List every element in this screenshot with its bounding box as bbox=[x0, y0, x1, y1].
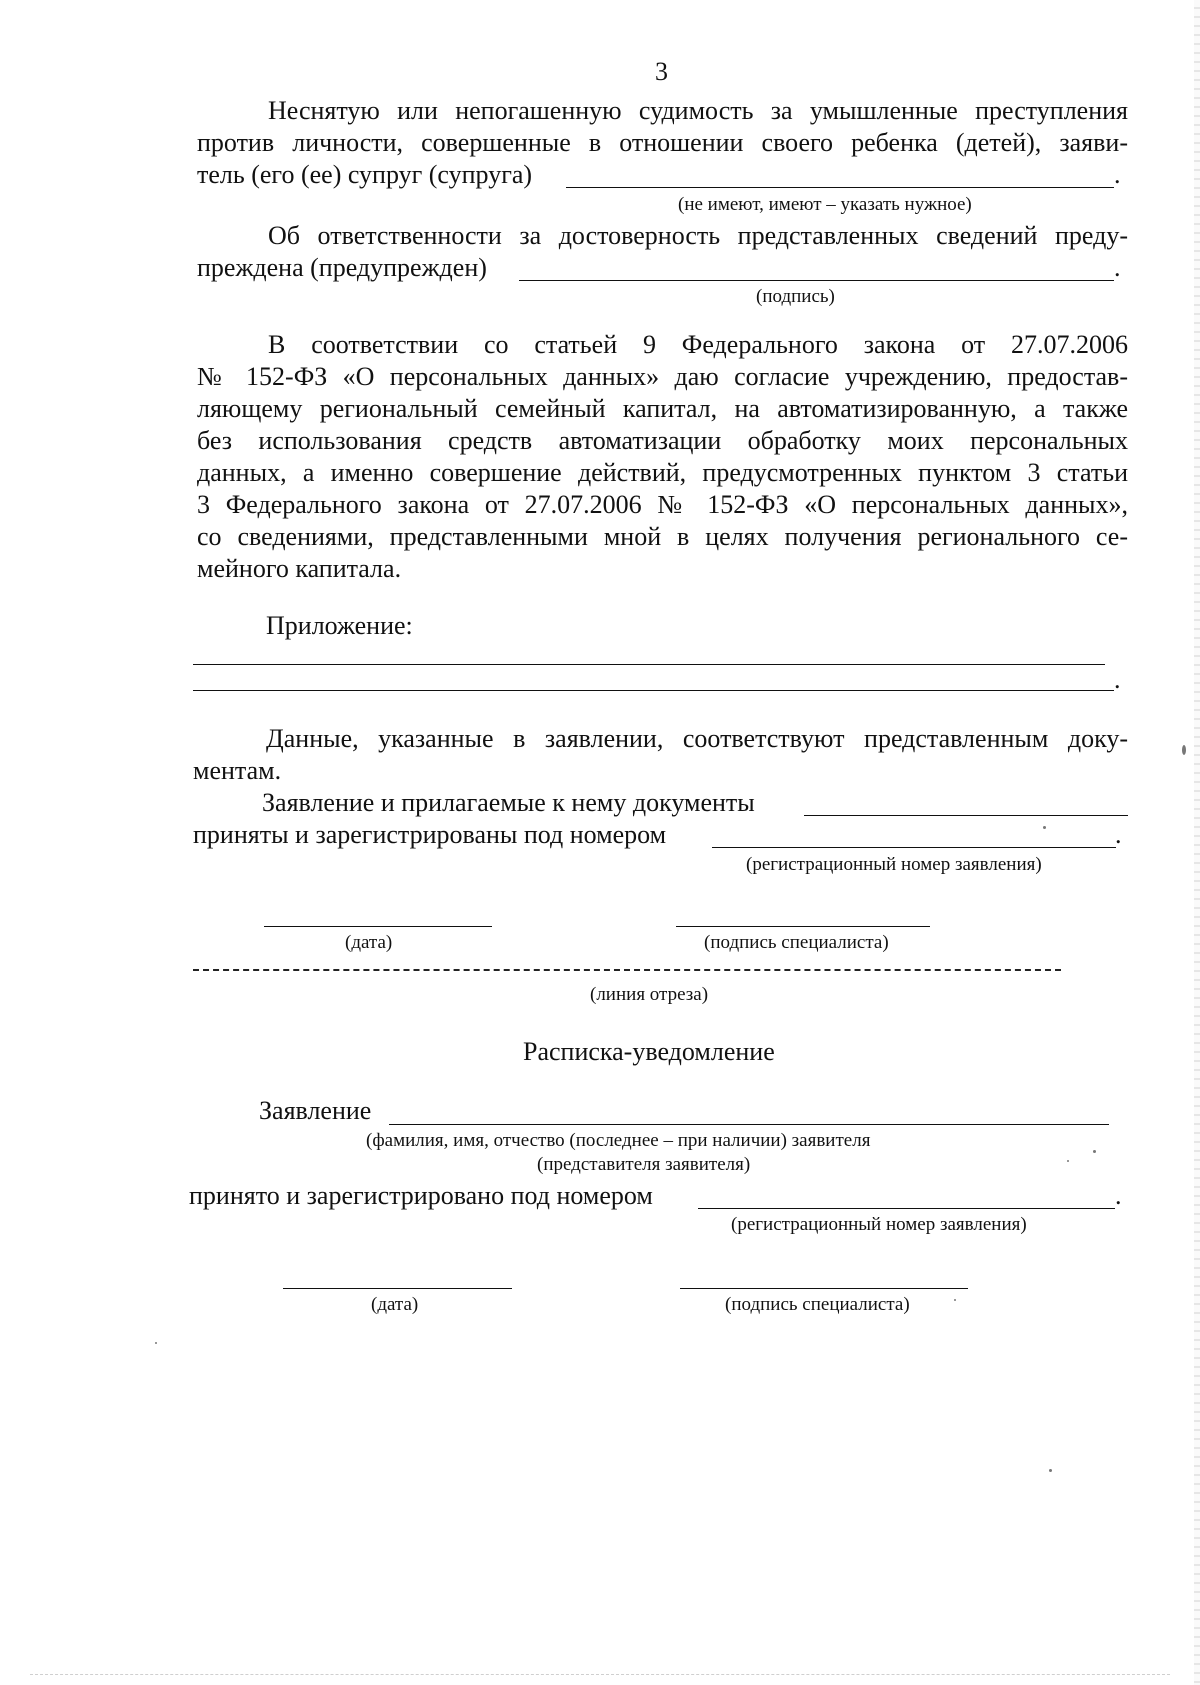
verification-line-4: приняты и зарегистрированы под номером bbox=[193, 820, 667, 849]
applicant-name-caption-2: (представителя заявителя) bbox=[537, 1154, 751, 1175]
cut-line-caption: (линия отреза) bbox=[590, 984, 709, 1005]
scan-bottom-edge bbox=[30, 1674, 1170, 1675]
receipt-specialist-signature-caption: (подпись специалиста) bbox=[725, 1294, 910, 1315]
scan-speck bbox=[155, 1342, 157, 1344]
scan-speck bbox=[1067, 1160, 1069, 1162]
criminal-record-period: . bbox=[1114, 160, 1121, 189]
documents-fill-line[interactable] bbox=[804, 815, 1128, 816]
receipt-date-caption: (дата) bbox=[371, 1294, 419, 1315]
responsibility-line-1: Об ответственности за достоверность представленных сведений преду- bbox=[268, 221, 1128, 250]
consent-line-3: ляющему региональный семейный капитал, на автоматизированную, а также bbox=[197, 394, 1128, 423]
scan-speck bbox=[1043, 826, 1046, 829]
specialist-signature-caption: (подпись специалиста) bbox=[704, 932, 889, 953]
attachment-fill-line-2[interactable] bbox=[193, 690, 1114, 691]
page-number: 3 bbox=[655, 57, 668, 86]
consent-line-8: мейного капитала. bbox=[197, 554, 402, 583]
date-line[interactable] bbox=[264, 926, 492, 927]
scan-speck bbox=[954, 1299, 956, 1301]
receipt-registration-number-caption: (регистрационный номер заявления) bbox=[731, 1214, 1027, 1235]
criminal-record-fill-line[interactable] bbox=[566, 187, 1114, 188]
responsibility-period: . bbox=[1114, 253, 1121, 282]
specialist-signature-line[interactable] bbox=[676, 926, 930, 927]
verification-line-1: Данные, указанные в заявлении, соответствуют представленным доку- bbox=[266, 724, 1128, 753]
scan-speck bbox=[1049, 1469, 1052, 1472]
receipt-specialist-signature-line[interactable] bbox=[680, 1288, 968, 1289]
consent-line-2: № 152-ФЗ «О персональных данных» даю согласие учреждению, предостав- bbox=[197, 362, 1128, 391]
criminal-record-line-1: Неснятую или непогашенную судимость за умышленные преступления bbox=[268, 96, 1128, 125]
receipt-title: Расписка-уведомление bbox=[523, 1037, 775, 1066]
criminal-record-caption: (не имеют, имеют – указать нужное) bbox=[678, 194, 972, 215]
attachment-label: Приложение: bbox=[266, 611, 413, 640]
consent-line-7: со сведениями, представленными мной в целях получения регионального се- bbox=[197, 522, 1128, 551]
receipt-period: . bbox=[1115, 1181, 1122, 1210]
responsibility-line-2: преждена (предупрежден) bbox=[197, 253, 487, 282]
receipt-application-label: Заявление bbox=[259, 1096, 372, 1125]
criminal-record-line-2: против личности, совершенные в отношении своего ребенка (детей), заяви- bbox=[197, 128, 1128, 157]
scan-edge bbox=[1194, 0, 1200, 1685]
consent-line-1: В соответствии со статьей 9 Федерального закона от 27.07.2006 bbox=[268, 330, 1128, 359]
receipt-registered-text: принято и зарегистрировано под номером bbox=[189, 1181, 653, 1210]
attachment-period: . bbox=[1114, 665, 1121, 694]
consent-line-6: 3 Федерального закона от 27.07.2006 № 152-ФЗ «О персональных данных», bbox=[197, 490, 1128, 519]
attachment-fill-line-1[interactable] bbox=[193, 664, 1105, 665]
registration-number-line[interactable] bbox=[712, 847, 1116, 848]
consent-line-5: данных, а именно совершение действий, предусмотренных пунктом 3 статьи bbox=[197, 458, 1128, 487]
consent-line-4: без использования средств автоматизации обработку моих персональных bbox=[197, 426, 1128, 455]
receipt-registration-number-line[interactable] bbox=[698, 1208, 1115, 1209]
verification-line-3: Заявление и прилагаемые к нему документы bbox=[262, 788, 755, 817]
responsibility-signature-line[interactable] bbox=[519, 280, 1114, 281]
verification-period: . bbox=[1115, 820, 1122, 849]
scan-speck bbox=[1093, 1150, 1096, 1153]
criminal-record-line-3: тель (его (ее) супруг (супруга) bbox=[197, 160, 533, 189]
signature-caption: (подпись) bbox=[756, 286, 835, 307]
receipt-date-line[interactable] bbox=[283, 1288, 512, 1289]
registration-number-caption: (регистрационный номер заявления) bbox=[746, 854, 1042, 875]
date-caption: (дата) bbox=[345, 932, 393, 953]
verification-line-2: ментам. bbox=[193, 756, 282, 785]
cut-line bbox=[193, 969, 1061, 971]
applicant-name-line[interactable] bbox=[389, 1124, 1109, 1125]
applicant-name-caption-1: (фамилия, имя, отчество (последнее – при наличии) заявителя bbox=[366, 1130, 871, 1151]
scan-speck bbox=[1182, 745, 1186, 755]
